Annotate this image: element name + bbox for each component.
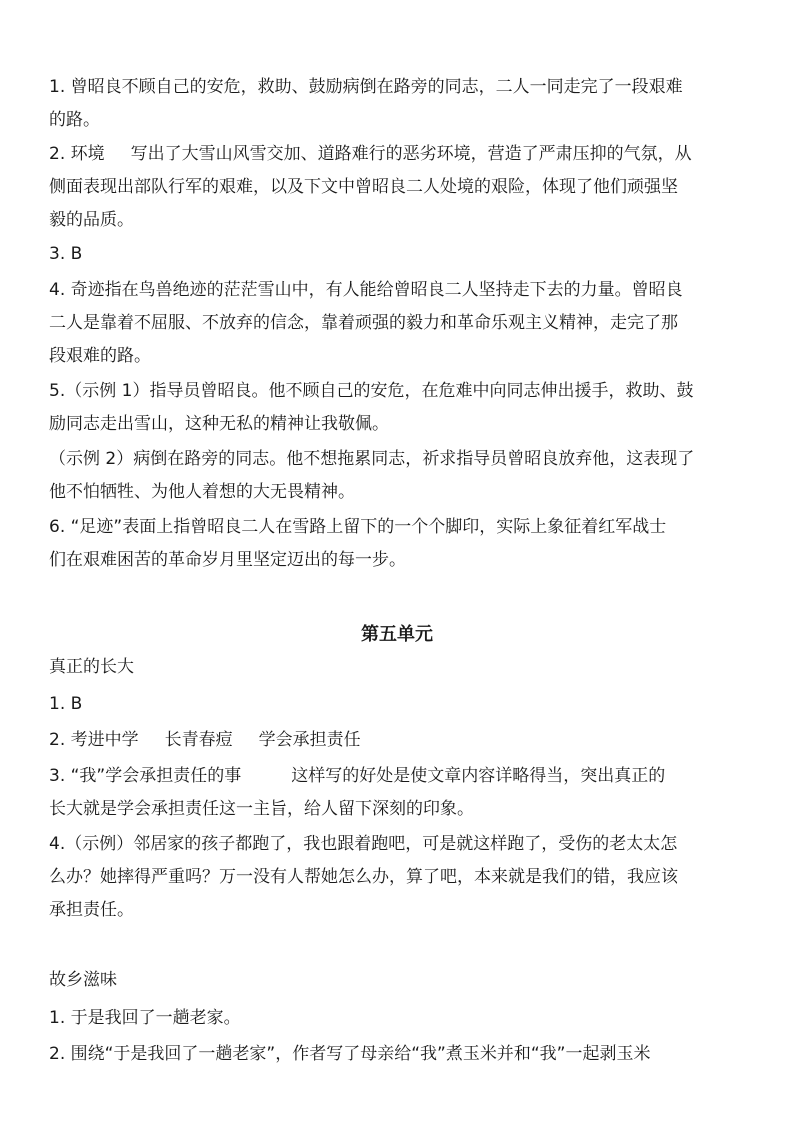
answer-part: 2. 考进中学	[49, 730, 139, 750]
text-line: 承担责任。	[49, 900, 134, 920]
text-line: 他不怕牺牲、为他人着想的大无畏精神。	[49, 482, 355, 502]
text-line: 侧面表现出部队行军的艰难，以及下文中曾昭良二人处境的艰险，体现了他们顽强坚	[49, 177, 678, 197]
text-line: 1. 曾昭良不顾自己的安危，救助、鼓励病倒在路旁的同志，二人一同走完了一段艰难	[49, 77, 683, 97]
text-line: 4. 奇迹指在鸟兽绝迹的茫茫雪山中，有人能给曾昭良二人坚持走下去的力量。曾昭良	[49, 280, 683, 300]
text-line: 1. 于是我回了一趟老家。	[49, 1008, 241, 1028]
text-line	[49, 138, 749, 171]
text-line	[49, 760, 749, 793]
article-title: 真正的长大	[49, 657, 134, 677]
text-line: 1. B	[49, 694, 83, 714]
answer-part: 长青春痘	[164, 730, 233, 750]
answer-1	[49, 71, 749, 137]
text-line: 2. 围绕“于是我回了一趟老家”，作者写了母亲给“我”煮玉米并和“我”一起剥玉米	[49, 1044, 651, 1064]
answer-5-example-1	[49, 375, 749, 441]
answer-6	[49, 511, 749, 577]
text-line: （示例 2）病倒在路旁的同志。他不想拖累同志，祈求指导员曾昭良放弃他，这表现了	[49, 449, 695, 469]
article-1-answer-3	[49, 760, 749, 826]
text-line: 们在艰难困苦的革命岁月里坚定迈出的每一步。	[49, 550, 406, 570]
text-line: 4.（示例）邻居家的孩子都跑了，我也跟着跑吧，可是就这样跑了，受伤的老太太怎	[49, 834, 678, 854]
answer-2	[49, 138, 749, 237]
answer-3	[49, 238, 749, 271]
unit-heading: 第五单元	[361, 624, 433, 645]
text-line: 二人是靠着不屈服、不放弃的信念，靠着顽强的毅力和革命乐观主义精神，走完了那	[49, 313, 678, 333]
text-line: 5.（示例 1）指导员曾昭良。他不顾自己的安危，在危难中向同志伸出援手，救助、鼓	[49, 381, 694, 401]
article-1-answer-1	[49, 688, 749, 721]
text-line	[49, 724, 749, 757]
text-line: 么办？她摔得严重吗？万一没有人帮她怎么办，算了吧，本来就是我们的错，我应该	[49, 867, 678, 887]
answer-4	[49, 274, 749, 373]
article-1-answer-2	[49, 724, 749, 757]
answer-part: 学会承担责任	[258, 730, 361, 750]
text-line: 长大就是学会承担责任这一主旨，给人留下深刻的印象。	[49, 799, 474, 819]
article-1-answer-4	[49, 828, 749, 927]
text-line: 3. B	[49, 244, 83, 264]
article-2-answer-1	[49, 1002, 749, 1035]
answer-part: 这样写的好处是使文章内容详略得当，突出真正的	[291, 766, 666, 786]
text-line: 6. “足迹”表面上指曾昭良二人在雪路上留下的一个个脚印，实际上象征着红军战士	[49, 517, 667, 537]
article-title-1	[49, 651, 749, 684]
article-title-2	[49, 964, 749, 997]
article-title: 故乡滋味	[49, 970, 117, 990]
text-line: 励同志走出雪山，这种无私的精神让我敬佩。	[49, 414, 389, 434]
answer-2-explanation: 写出了大雪山风雪交加、道路难行的恶劣环境，营造了严肃压抑的气氛，从	[130, 144, 692, 164]
text-line: 的路。	[49, 110, 100, 130]
answer-part: 3. “我”学会承担责任的事	[49, 766, 242, 786]
article-2-answer-2	[49, 1038, 749, 1071]
answer-5-example-2	[49, 443, 749, 509]
answer-2-term: 2. 环境	[49, 144, 105, 164]
text-line: 段艰难的路。	[49, 346, 151, 366]
text-line: 毅的品质。	[49, 210, 134, 230]
